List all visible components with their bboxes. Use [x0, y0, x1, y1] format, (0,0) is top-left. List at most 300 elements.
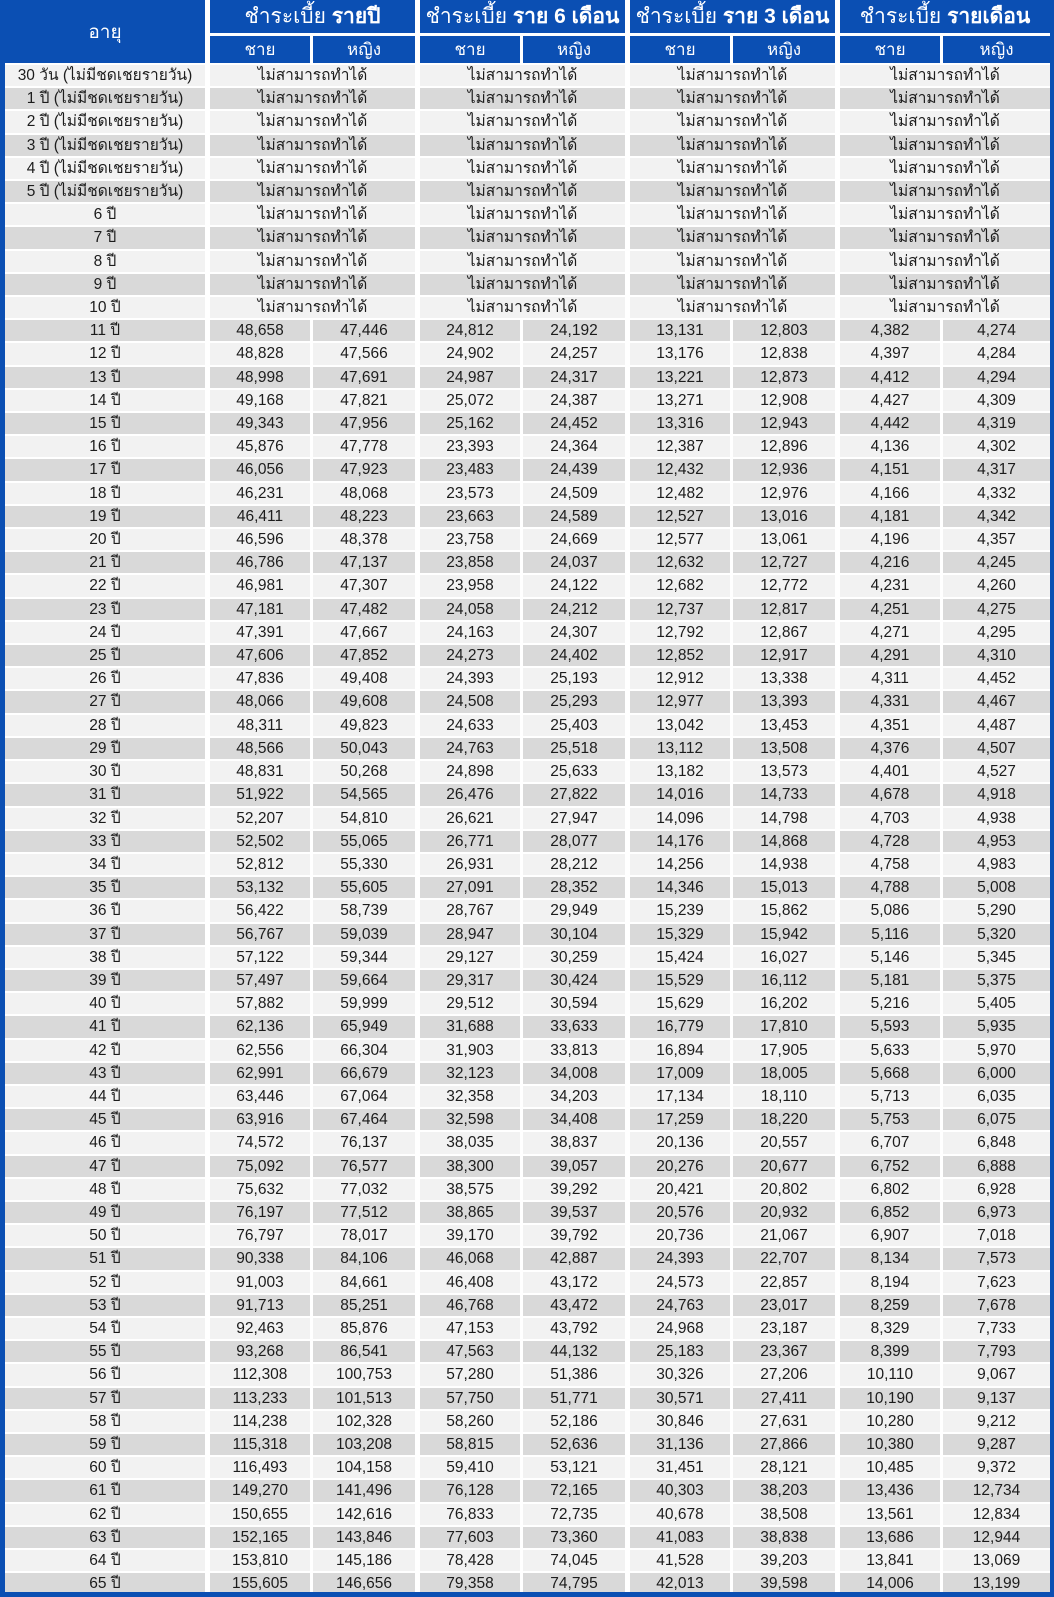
female-premium-cell: 13,069 — [943, 1548, 1050, 1571]
female-premium-cell: 4,294 — [943, 365, 1050, 388]
not-available-cell: ไม่สามารถทำได้ — [840, 249, 1050, 272]
female-premium-cell: 4,487 — [943, 713, 1050, 736]
female-premium-cell: 48,068 — [313, 481, 420, 504]
female-premium-cell: 43,172 — [523, 1270, 630, 1293]
male-premium-cell: 4,703 — [840, 806, 943, 829]
age-cell: 50 ปี — [5, 1223, 210, 1246]
male-premium-cell: 46,408 — [420, 1270, 523, 1293]
male-premium-cell: 4,382 — [840, 318, 943, 341]
female-premium-cell: 25,293 — [523, 689, 630, 712]
not-available-cell: ไม่สามารถทำได้ — [210, 86, 420, 109]
female-premium-cell: 12,908 — [733, 388, 840, 411]
not-available-cell: ไม่สามารถทำได้ — [210, 63, 420, 86]
female-premium-cell: 15,862 — [733, 898, 840, 921]
female-premium-cell: 12,867 — [733, 620, 840, 643]
age-cell: 49 ปี — [5, 1200, 210, 1223]
table-row — [5, 411, 1050, 434]
female-premium-cell: 13,508 — [733, 736, 840, 759]
male-premium-cell: 46,056 — [210, 457, 313, 480]
male-premium-cell: 29,127 — [420, 945, 523, 968]
female-premium-cell: 52,186 — [523, 1409, 630, 1432]
male-premium-cell: 48,828 — [210, 341, 313, 364]
male-premium-cell: 47,181 — [210, 597, 313, 620]
table-row — [5, 504, 1050, 527]
male-premium-cell: 56,767 — [210, 922, 313, 945]
age-cell: 11 ปี — [5, 318, 210, 341]
table-row — [5, 875, 1050, 898]
age-cell: 53 ปี — [5, 1293, 210, 1316]
female-premium-cell: 25,403 — [523, 713, 630, 736]
male-premium-cell: 15,424 — [630, 945, 733, 968]
not-available-cell: ไม่สามารถทำได้ — [630, 109, 840, 132]
female-premium-cell: 9,287 — [943, 1432, 1050, 1455]
not-available-cell: ไม่สามารถทำได้ — [420, 86, 630, 109]
age-cell: 33 ปี — [5, 829, 210, 852]
table-row — [5, 1409, 1050, 1432]
group-header-semiannual — [420, 0, 630, 36]
male-premium-cell: 32,598 — [420, 1107, 523, 1130]
female-premium-cell: 141,496 — [313, 1478, 420, 1501]
male-premium-cell: 5,116 — [840, 922, 943, 945]
female-premium-cell: 55,065 — [313, 829, 420, 852]
male-premium-cell: 23,958 — [420, 573, 523, 596]
female-premium-cell: 38,203 — [733, 1478, 840, 1501]
age-cell: 26 ปี — [5, 666, 210, 689]
male-premium-cell: 16,779 — [630, 1014, 733, 1037]
not-available-cell: ไม่สามารถทำได้ — [840, 109, 1050, 132]
male-premium-cell: 17,134 — [630, 1084, 733, 1107]
table-row — [5, 597, 1050, 620]
male-premium-cell: 24,633 — [420, 713, 523, 736]
male-premium-cell: 57,497 — [210, 968, 313, 991]
age-cell: 65 ปี — [5, 1571, 210, 1594]
table-row — [5, 1177, 1050, 1200]
table-row — [5, 1014, 1050, 1037]
not-available-cell: ไม่สามารถทำได้ — [210, 249, 420, 272]
table-row — [5, 643, 1050, 666]
female-premium-cell: 24,257 — [523, 341, 630, 364]
not-available-cell: ไม่สามารถทำได้ — [210, 202, 420, 225]
male-premium-cell: 12,792 — [630, 620, 733, 643]
male-premium-cell: 46,981 — [210, 573, 313, 596]
male-premium-cell: 113,233 — [210, 1386, 313, 1409]
female-premium-cell: 30,594 — [523, 991, 630, 1014]
male-premium-cell: 4,678 — [840, 782, 943, 805]
female-premium-cell: 59,664 — [313, 968, 420, 991]
female-premium-cell: 5,405 — [943, 991, 1050, 1014]
table-row — [5, 1223, 1050, 1246]
male-premium-cell: 13,561 — [840, 1502, 943, 1525]
male-premium-cell: 12,977 — [630, 689, 733, 712]
age-cell: 30 วัน (ไม่มีชดเชยรายวัน) — [5, 63, 210, 86]
female-premium-cell: 67,464 — [313, 1107, 420, 1130]
female-premium-cell: 25,518 — [523, 736, 630, 759]
male-premium-cell: 46,068 — [420, 1246, 523, 1269]
age-cell: 16 ปี — [5, 434, 210, 457]
female-premium-cell: 6,973 — [943, 1200, 1050, 1223]
male-premium-cell: 47,606 — [210, 643, 313, 666]
table-row — [5, 1246, 1050, 1269]
age-cell: 43 ปี — [5, 1061, 210, 1084]
female-premium-cell: 21,067 — [733, 1223, 840, 1246]
not-available-cell: ไม่สามารถทำได้ — [210, 225, 420, 248]
male-premium-cell: 10,380 — [840, 1432, 943, 1455]
female-premium-cell: 6,000 — [943, 1061, 1050, 1084]
female-premium-cell: 73,360 — [523, 1525, 630, 1548]
female-premium-cell: 12,917 — [733, 643, 840, 666]
female-premium-cell: 13,393 — [733, 689, 840, 712]
female-premium-cell: 14,733 — [733, 782, 840, 805]
female-premium-cell: 39,292 — [523, 1177, 630, 1200]
female-premium-cell: 16,112 — [733, 968, 840, 991]
male-premium-cell: 46,768 — [420, 1293, 523, 1316]
age-cell: 17 ปี — [5, 457, 210, 480]
table-row — [5, 86, 1050, 109]
female-premium-cell: 27,631 — [733, 1409, 840, 1432]
female-premium-cell: 28,212 — [523, 852, 630, 875]
table-row — [5, 759, 1050, 782]
male-premium-cell: 31,136 — [630, 1432, 733, 1455]
male-premium-cell: 47,836 — [210, 666, 313, 689]
table-row — [5, 457, 1050, 480]
male-premium-cell: 91,003 — [210, 1270, 313, 1293]
female-premium-cell: 24,439 — [523, 457, 630, 480]
not-available-cell: ไม่สามารถทำได้ — [840, 133, 1050, 156]
table-row — [5, 573, 1050, 596]
age-cell: 54 ปี — [5, 1316, 210, 1339]
male-premium-cell: 15,329 — [630, 922, 733, 945]
male-premium-cell: 58,815 — [420, 1432, 523, 1455]
female-premium-cell: 4,317 — [943, 457, 1050, 480]
female-premium-cell: 4,452 — [943, 666, 1050, 689]
male-premium-cell: 6,752 — [840, 1154, 943, 1177]
male-premium-cell: 13,221 — [630, 365, 733, 388]
age-cell: 28 ปี — [5, 713, 210, 736]
male-premium-cell: 8,134 — [840, 1246, 943, 1269]
male-premium-cell: 20,136 — [630, 1130, 733, 1153]
group-header-monthly — [840, 0, 1050, 36]
male-premium-cell: 10,190 — [840, 1386, 943, 1409]
male-premium-cell: 115,318 — [210, 1432, 313, 1455]
table-row — [5, 620, 1050, 643]
male-premium-cell: 47,391 — [210, 620, 313, 643]
not-available-cell: ไม่สามารถทำได้ — [420, 249, 630, 272]
female-premium-cell: 38,837 — [523, 1130, 630, 1153]
male-premium-cell: 5,086 — [840, 898, 943, 921]
male-premium-cell: 29,317 — [420, 968, 523, 991]
male-premium-cell: 116,493 — [210, 1455, 313, 1478]
female-premium-cell: 4,507 — [943, 736, 1050, 759]
female-premium-cell: 27,822 — [523, 782, 630, 805]
age-cell: 22 ปี — [5, 573, 210, 596]
age-cell: 45 ปี — [5, 1107, 210, 1130]
female-premium-cell: 47,821 — [313, 388, 420, 411]
male-premium-cell: 57,280 — [420, 1362, 523, 1385]
male-premium-cell: 92,463 — [210, 1316, 313, 1339]
female-premium-cell: 28,121 — [733, 1455, 840, 1478]
age-cell: 30 ปี — [5, 759, 210, 782]
male-premium-cell: 13,131 — [630, 318, 733, 341]
male-premium-cell: 24,573 — [630, 1270, 733, 1293]
male-premium-cell: 62,556 — [210, 1038, 313, 1061]
male-premium-cell: 4,311 — [840, 666, 943, 689]
age-cell: 56 ปี — [5, 1362, 210, 1385]
table-row — [5, 63, 1050, 86]
female-premium-cell: 5,345 — [943, 945, 1050, 968]
male-premium-cell: 4,427 — [840, 388, 943, 411]
not-available-cell: ไม่สามารถทำได้ — [840, 225, 1050, 248]
not-available-cell: ไม่สามารถทำได้ — [210, 179, 420, 202]
male-premium-cell: 49,343 — [210, 411, 313, 434]
male-premium-cell: 24,273 — [420, 643, 523, 666]
male-premium-cell: 4,151 — [840, 457, 943, 480]
not-available-cell: ไม่สามารถทำได้ — [630, 295, 840, 318]
table-row — [5, 550, 1050, 573]
female-premium-cell: 6,928 — [943, 1177, 1050, 1200]
male-premium-cell: 24,058 — [420, 597, 523, 620]
table-row — [5, 1455, 1050, 1478]
female-premium-cell: 102,328 — [313, 1409, 420, 1432]
not-available-cell: ไม่สามารถทำได้ — [630, 179, 840, 202]
male-premium-cell: 56,422 — [210, 898, 313, 921]
male-premium-cell: 8,259 — [840, 1293, 943, 1316]
male-premium-cell: 12,482 — [630, 481, 733, 504]
female-premium-cell: 24,452 — [523, 411, 630, 434]
table-row — [5, 991, 1050, 1014]
table-row — [5, 249, 1050, 272]
table-row — [5, 1130, 1050, 1153]
age-cell: 32 ปี — [5, 806, 210, 829]
not-available-cell: ไม่สามารถทำได้ — [630, 225, 840, 248]
male-premium-cell: 8,329 — [840, 1316, 943, 1339]
female-premium-cell: 4,319 — [943, 411, 1050, 434]
male-premium-cell: 24,163 — [420, 620, 523, 643]
male-premium-cell: 24,902 — [420, 341, 523, 364]
age-cell: 4 ปี (ไม่มีชดเชยรายวัน) — [5, 156, 210, 179]
female-premium-cell: 51,771 — [523, 1386, 630, 1409]
male-premium-cell: 26,931 — [420, 852, 523, 875]
female-premium-cell: 4,527 — [943, 759, 1050, 782]
female-premium-cell: 143,846 — [313, 1525, 420, 1548]
male-premium-cell: 38,035 — [420, 1130, 523, 1153]
female-premium-cell: 30,259 — [523, 945, 630, 968]
male-premium-cell: 48,311 — [210, 713, 313, 736]
female-premium-cell: 14,868 — [733, 829, 840, 852]
male-premium-cell: 23,483 — [420, 457, 523, 480]
male-premium-cell: 31,903 — [420, 1038, 523, 1061]
female-premium-cell: 15,942 — [733, 922, 840, 945]
male-premium-cell: 24,968 — [630, 1316, 733, 1339]
female-premium-cell: 47,852 — [313, 643, 420, 666]
male-premium-cell: 4,216 — [840, 550, 943, 573]
sub-header-male: ชาย — [420, 36, 523, 63]
female-premium-cell: 47,566 — [313, 341, 420, 364]
female-premium-cell: 39,057 — [523, 1154, 630, 1177]
age-cell: 55 ปี — [5, 1339, 210, 1362]
male-premium-cell: 47,153 — [420, 1316, 523, 1339]
not-available-cell: ไม่สามารถทำได้ — [840, 295, 1050, 318]
female-premium-cell: 12,838 — [733, 341, 840, 364]
female-premium-cell: 12,727 — [733, 550, 840, 573]
age-cell: 60 ปี — [5, 1455, 210, 1478]
male-premium-cell: 38,865 — [420, 1200, 523, 1223]
table-row — [5, 527, 1050, 550]
male-premium-cell: 13,042 — [630, 713, 733, 736]
female-premium-cell: 39,537 — [523, 1200, 630, 1223]
table-row — [5, 1293, 1050, 1316]
female-premium-cell: 47,667 — [313, 620, 420, 643]
female-premium-cell: 72,735 — [523, 1502, 630, 1525]
male-premium-cell: 23,858 — [420, 550, 523, 573]
female-premium-cell: 48,223 — [313, 504, 420, 527]
table-row — [5, 1084, 1050, 1107]
age-cell: 24 ปี — [5, 620, 210, 643]
female-premium-cell: 74,795 — [523, 1571, 630, 1594]
age-cell: 58 ปี — [5, 1409, 210, 1432]
female-premium-cell: 22,857 — [733, 1270, 840, 1293]
table-row — [5, 1339, 1050, 1362]
female-premium-cell: 25,193 — [523, 666, 630, 689]
male-premium-cell: 5,633 — [840, 1038, 943, 1061]
male-premium-cell: 13,686 — [840, 1525, 943, 1548]
female-premium-cell: 24,212 — [523, 597, 630, 620]
table-row — [5, 179, 1050, 202]
table-row — [5, 713, 1050, 736]
sub-header-male: ชาย — [630, 36, 733, 63]
female-premium-cell: 17,905 — [733, 1038, 840, 1061]
female-premium-cell: 34,008 — [523, 1061, 630, 1084]
male-premium-cell: 26,621 — [420, 806, 523, 829]
table-row — [5, 481, 1050, 504]
female-premium-cell: 47,691 — [313, 365, 420, 388]
female-premium-cell: 27,947 — [523, 806, 630, 829]
table-row — [5, 945, 1050, 968]
female-premium-cell: 55,330 — [313, 852, 420, 875]
male-premium-cell: 93,268 — [210, 1339, 313, 1362]
male-premium-cell: 75,632 — [210, 1177, 313, 1200]
male-premium-cell: 24,763 — [630, 1293, 733, 1316]
not-available-cell: ไม่สามารถทำได้ — [210, 295, 420, 318]
female-premium-cell: 24,192 — [523, 318, 630, 341]
table-row — [5, 1154, 1050, 1177]
male-premium-cell: 5,216 — [840, 991, 943, 1014]
male-premium-cell: 6,907 — [840, 1223, 943, 1246]
age-cell: 10 ปี — [5, 295, 210, 318]
male-premium-cell: 4,271 — [840, 620, 943, 643]
male-premium-cell: 5,713 — [840, 1084, 943, 1107]
table-row — [5, 341, 1050, 364]
male-premium-cell: 12,682 — [630, 573, 733, 596]
age-cell: 34 ปี — [5, 852, 210, 875]
female-premium-cell: 18,005 — [733, 1061, 840, 1084]
male-premium-cell: 10,280 — [840, 1409, 943, 1432]
sub-header-female: หญิง — [313, 36, 420, 63]
table-row — [5, 1061, 1050, 1084]
female-premium-cell: 9,212 — [943, 1409, 1050, 1432]
male-premium-cell: 23,663 — [420, 504, 523, 527]
male-premium-cell: 4,758 — [840, 852, 943, 875]
male-premium-cell: 23,758 — [420, 527, 523, 550]
male-premium-cell: 4,412 — [840, 365, 943, 388]
age-cell: 7 ปี — [5, 225, 210, 248]
table-row — [5, 1200, 1050, 1223]
table-row — [5, 1502, 1050, 1525]
male-premium-cell: 14,346 — [630, 875, 733, 898]
male-premium-cell: 76,128 — [420, 1478, 523, 1501]
not-available-cell: ไม่สามารถทำได้ — [630, 63, 840, 86]
age-cell: 37 ปี — [5, 922, 210, 945]
group-header-label: ราย 6 เดือน — [512, 5, 620, 28]
female-premium-cell: 13,453 — [733, 713, 840, 736]
male-premium-cell: 152,165 — [210, 1525, 313, 1548]
female-premium-cell: 59,039 — [313, 922, 420, 945]
male-premium-cell: 57,750 — [420, 1386, 523, 1409]
female-premium-cell: 39,792 — [523, 1223, 630, 1246]
male-premium-cell: 5,181 — [840, 968, 943, 991]
female-premium-cell: 54,565 — [313, 782, 420, 805]
male-premium-cell: 12,632 — [630, 550, 733, 573]
sub-header-female: หญิง — [733, 36, 840, 63]
female-premium-cell: 13,061 — [733, 527, 840, 550]
male-premium-cell: 6,707 — [840, 1130, 943, 1153]
female-premium-cell: 103,208 — [313, 1432, 420, 1455]
male-premium-cell: 5,593 — [840, 1014, 943, 1037]
male-premium-cell: 155,605 — [210, 1571, 313, 1594]
group-header-label: ราย 3 เดือน — [722, 5, 830, 28]
female-premium-cell: 33,813 — [523, 1038, 630, 1061]
male-premium-cell: 52,207 — [210, 806, 313, 829]
male-premium-cell: 25,072 — [420, 388, 523, 411]
male-premium-cell: 12,912 — [630, 666, 733, 689]
female-premium-cell: 47,482 — [313, 597, 420, 620]
male-premium-cell: 28,767 — [420, 898, 523, 921]
female-premium-cell: 7,678 — [943, 1293, 1050, 1316]
male-premium-cell: 53,132 — [210, 875, 313, 898]
male-premium-cell: 14,006 — [840, 1571, 943, 1594]
male-premium-cell: 63,446 — [210, 1084, 313, 1107]
table-row — [5, 388, 1050, 411]
age-cell: 48 ปี — [5, 1177, 210, 1200]
female-premium-cell: 4,260 — [943, 573, 1050, 596]
male-premium-cell: 5,753 — [840, 1107, 943, 1130]
male-premium-cell: 62,136 — [210, 1014, 313, 1037]
age-cell: 51 ปี — [5, 1246, 210, 1269]
age-cell: 63 ปี — [5, 1525, 210, 1548]
male-premium-cell: 15,529 — [630, 968, 733, 991]
not-available-cell: ไม่สามารถทำได้ — [420, 156, 630, 179]
age-cell: 36 ปี — [5, 898, 210, 921]
age-cell: 8 ปี — [5, 249, 210, 272]
female-premium-cell: 14,938 — [733, 852, 840, 875]
female-premium-cell: 12,734 — [943, 1478, 1050, 1501]
age-cell: 9 ปี — [5, 272, 210, 295]
table-row — [5, 1525, 1050, 1548]
female-premium-cell: 12,803 — [733, 318, 840, 341]
table-row — [5, 225, 1050, 248]
female-premium-cell: 23,017 — [733, 1293, 840, 1316]
male-premium-cell: 16,894 — [630, 1038, 733, 1061]
female-premium-cell: 24,589 — [523, 504, 630, 527]
not-available-cell: ไม่สามารถทำได้ — [630, 156, 840, 179]
age-column-header: อายุ — [5, 0, 210, 63]
male-premium-cell: 30,326 — [630, 1362, 733, 1385]
female-premium-cell: 43,472 — [523, 1293, 630, 1316]
male-premium-cell: 24,812 — [420, 318, 523, 341]
male-premium-cell: 40,678 — [630, 1502, 733, 1525]
female-premium-cell: 12,936 — [733, 457, 840, 480]
female-premium-cell: 24,402 — [523, 643, 630, 666]
male-premium-cell: 46,596 — [210, 527, 313, 550]
